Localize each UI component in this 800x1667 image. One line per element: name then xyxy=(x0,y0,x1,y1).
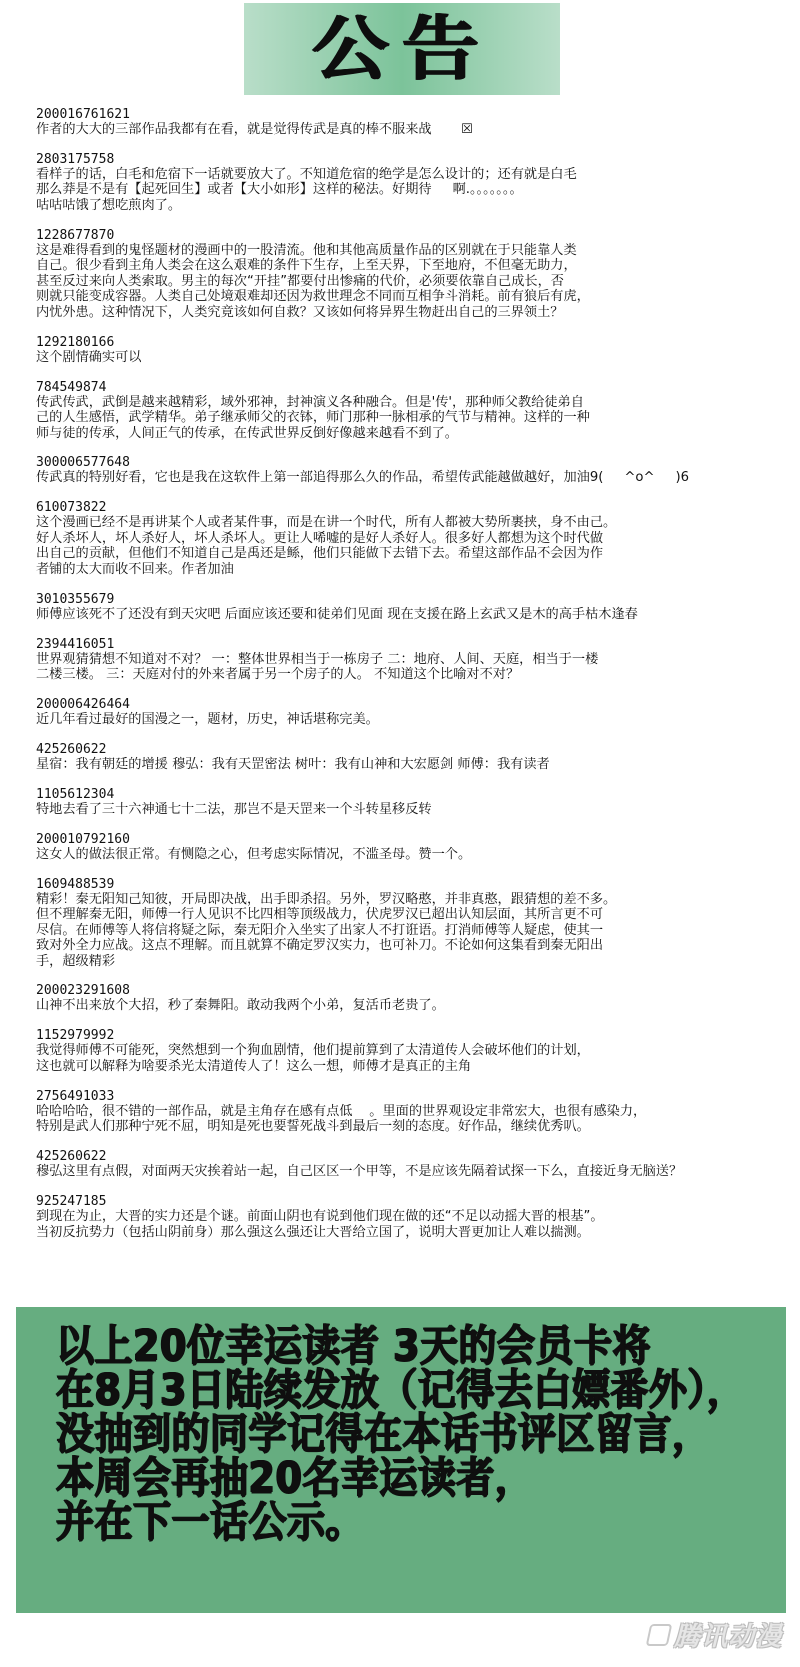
comment-item xyxy=(36,228,796,321)
watermark-text: 腾讯动漫 xyxy=(673,1622,782,1652)
comment-text: 看样子的话，白毛和危宿下一话就要放大了。不知道危宿的绝学是怎么设计的；还有就是白毛 那么莽是不是有【起死回生】或者【大小如形】这样的秘法。好期待 啊.。。。。。。。 咕咕咕饿了想吃煎肉了。 xyxy=(36,166,577,213)
comment-text: 山神不出来放个大招，秒了秦舞阳。敢动我两个小弟，复活币老贵了。 xyxy=(36,998,445,1014)
comment-user-id: 610073822 xyxy=(36,500,107,516)
comment-item xyxy=(36,877,796,970)
comment-item xyxy=(36,697,796,728)
comment-text: 我觉得师傅不可能死，突然想到一个狗血剧情，他们提前算到了太清道传人会破坏他们的计划， 这也就可以解释为啥要杀光太清道传人了！这么一想，师傅才是真正的主角 xyxy=(36,1043,590,1074)
comment-text: 特地去看了三十六神通七十二法，那岂不是天罡来一个斗转星移反转 xyxy=(36,801,432,817)
notice-line: 本周会再抽20名幸运读者， xyxy=(56,1453,534,1503)
comment-text: 这个剧情确实可以 xyxy=(36,349,142,365)
comment-item xyxy=(36,1089,796,1135)
comment-text: 穆弘这里有点假，对面两天灾挨着站一起，自己区区一个甲等，不是应该先隔着试探一下么，直接近身无脑送？ xyxy=(36,1164,683,1180)
comment-user-id: 1152979992 xyxy=(36,1028,115,1044)
comment-item xyxy=(36,742,796,773)
comment-item xyxy=(36,380,796,442)
comment-user-id: 200023291608 xyxy=(36,983,130,999)
comment-list xyxy=(36,107,796,1254)
comment-text: 作者的大大的三部作品我都有在看，就是觉得传武是真的棒不服来战 ☒ xyxy=(36,122,473,137)
comment-user-id: 2756491033 xyxy=(36,1088,115,1104)
watermark xyxy=(648,1616,782,1653)
comment-user-id: 1105612304 xyxy=(36,786,115,802)
notice-line: 在8月3日陆续发放（记得去白嫖番外）， xyxy=(56,1365,746,1415)
comment-user-id: 3010355679 xyxy=(36,591,115,607)
comment-item xyxy=(36,107,796,138)
comment-user-id: 1292180166 xyxy=(36,334,115,350)
notice-line: 以上20位幸运读者 3天的会员卡将 xyxy=(56,1321,652,1371)
comment-text: 师傅应该死不了还没有到天灾吧 后面应该还要和徒弟们见面 现在支援在路上玄武又是木的高手枯木逢春 xyxy=(36,606,638,622)
comment-item xyxy=(36,152,796,214)
comment-text: 到现在为止，大晋的实力还是个谜。前面山阴也有说到他们现在做的还“不足以动摇大晋的根基”。 当初反抗势力（包括山阴前身）那么强这么强还让大晋给立国了，说明大晋更加让人难以揣测。 xyxy=(36,1209,604,1240)
comment-user-id: 200010792160 xyxy=(36,831,130,847)
comment-item xyxy=(36,983,796,1014)
comment-user-id: 200016761621 xyxy=(36,107,130,122)
comment-item xyxy=(36,787,796,818)
comment-user-id: 1228677870 xyxy=(36,227,115,243)
comment-user-id: 784549874 xyxy=(36,379,107,395)
comment-text: 世界观猜猜想不知道对不对？ 一：整体世界相当于一栋房子 二：地府、人间、天庭，相当于一楼 二楼三楼。 三：天庭对付的外来者属于另一个房子的人。 不知道这个比喻对不对？ xyxy=(36,651,599,683)
comment-text: 精彩！秦无阳知己知彼，开局即决战，出手即杀招。另外，罗汉略憨，并非真憨，跟猜想的差不多。 但不理解秦无阳，师傅一行人见识不比四相等顶级战力，伏虎罗汉已超出认知层面，其所言更不可 尽信。在师傅等人将信将疑之际，秦无阳介入坐实了出家人不打诳语。打消师傅等人疑虑，使其一 致对外全力应战。这点不理解。而且就算不确定罗汉实力，也可补刀。不论如何这集看到秦无阳出 手，超级精彩 xyxy=(36,891,617,969)
notice-panel xyxy=(16,1307,786,1613)
comment-item xyxy=(36,832,796,863)
comment-user-id: 300006577648 xyxy=(36,455,130,471)
comment-user-id: 2803175758 xyxy=(36,151,115,167)
comment-item xyxy=(36,1149,796,1180)
comment-user-id: 925247185 xyxy=(36,1194,107,1210)
comment-user-id: 425260622 xyxy=(36,741,107,757)
comment-text: 这是难得看到的鬼怪题材的漫画中的一股清流。他和其他高质量作品的区别就在于只能靠人类 自己。很少看到主角人类会在这么艰难的条件下生存，上至天界，下至地府，不但毫无助力， 甚至反过来向人类索取。男主的每次“开挂”都要付出惨痛的代价，必须要依靠自己成长，否 则就只能变成容器。人类自己处境艰难却还因为救世理念不同而互相争斗消耗。前有狼后有虎， 内忧外患。这种情况下，人类究竟该如何自救？又该如何将异界生物赶出自己的三界领土？ xyxy=(36,242,590,320)
notice-line: 并在下一话公示。 xyxy=(56,1497,365,1547)
title-banner xyxy=(244,3,560,95)
comment-text: 这女人的做法很正常。有恻隐之心，但考虑实际情况，不滥圣母。赞一个。 xyxy=(36,846,472,862)
comment-user-id: 2394416051 xyxy=(36,636,115,652)
comment-item xyxy=(36,637,796,683)
comment-item xyxy=(36,1028,796,1074)
comment-text: 近几年看过最好的国漫之一，题材，历史，神话堪称完美。 xyxy=(36,712,379,728)
comment-text: 星宿：我有朝廷的增援 穆弘：我有天罡密法 树叶：我有山神和大宏愿剑 师傅：我有读者 xyxy=(36,756,550,772)
comment-item xyxy=(36,455,796,486)
comment-text: 传武真的特别好看，它也是我在这软件上第一部追得那么久的作品，希望传武能越做越好，加油9( ^o^ )6 xyxy=(36,470,690,486)
watermark-logo-icon xyxy=(646,1624,673,1646)
comment-item xyxy=(36,592,796,623)
comment-text: 传武传武，武倒是越来越精彩，域外邪神，封神演义各种融合。但是'传'，那种师父教给徒弟自 己的人生感悟，武学精华。弟子继承师父的衣钵，师门那种一脉相承的气节与精神。这样的一种 师与徒的传承，人间正气的传承，在传武世界反倒好像越来越看不到了。 xyxy=(36,394,590,441)
notice-line: 没抽到的同学记得在本话书评区留言， xyxy=(56,1409,711,1459)
comment-text: 哈哈哈哈，很不错的一部作品，就是主角存在感有点低 。里面的世界观设定非常宏大，也很有感染力， 特别是武人们那种宁死不屈，明知是死也要誓死战斗到最后一刻的态度。好作品，继续优秀叭。 xyxy=(36,1103,647,1135)
comment-item xyxy=(36,1194,796,1240)
comment-user-id: 200006426464 xyxy=(36,697,130,713)
comment-text: 这个漫画已经不是再讲某个人或者某件事，而是在讲一个时代，所有人都被大势所裹挟，身不由己。 好人杀坏人，坏人杀好人，坏人杀坏人。更让人唏嘘的是好人杀好人。很多好人都想为这个时代做 出自己的贡献，但他们不知道自己是禹还是鲧，他们只能做下去错下去。希望这部作品不会因为作 者铺的太大而收不回来。作者加油 xyxy=(36,515,617,577)
comment-item xyxy=(36,335,796,366)
comment-user-id: 425260622 xyxy=(36,1149,107,1165)
comment-item xyxy=(36,500,796,577)
comment-user-id: 1609488539 xyxy=(36,876,115,892)
page-title: 公告 xyxy=(312,7,492,90)
notice-text xyxy=(56,1321,776,1547)
